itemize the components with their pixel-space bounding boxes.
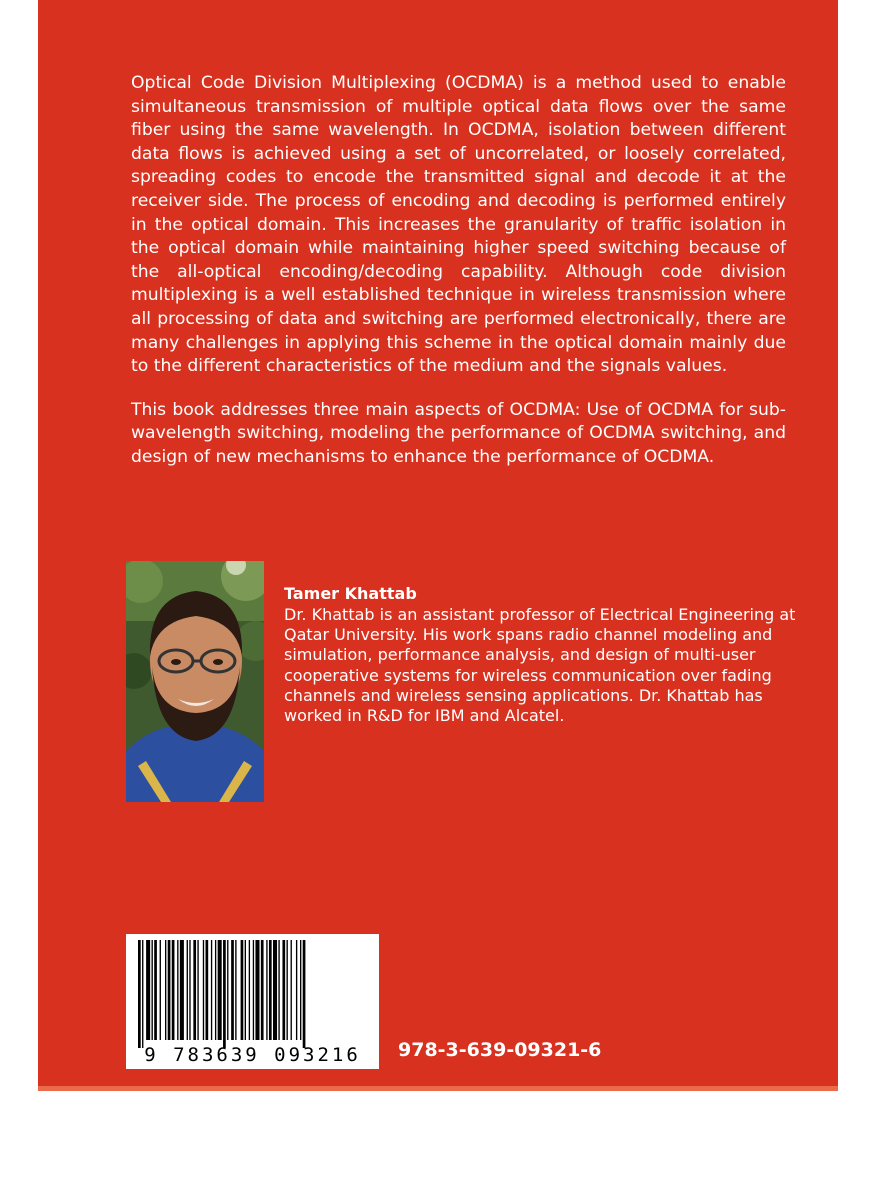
barcode-bar	[291, 940, 292, 1040]
barcode-bar	[154, 940, 157, 1040]
isbn-number: 978-3-639-09321-6	[398, 1039, 602, 1061]
barcode-bar	[261, 940, 264, 1040]
barcode-digits: 9 783639 093216	[144, 1044, 361, 1066]
barcode-bar	[223, 940, 226, 1048]
barcode-bar	[211, 940, 212, 1040]
barcode-bar	[300, 940, 301, 1040]
barcode-bar	[152, 940, 153, 1040]
barcode-bar	[235, 940, 236, 1040]
author-photo	[126, 561, 264, 802]
barcode-bar	[296, 940, 297, 1040]
barcode-bar	[231, 940, 234, 1040]
book-description	[131, 72, 786, 490]
description-paragraph-2: This book addresses three main aspects of OCDMA: Use of OCDMA for sub- wavelength switching, modeling the performance of OCDMA switching, and design of new mechanisms to enhance the performance of OCDMA.	[131, 399, 786, 467]
barcode-bar	[282, 940, 285, 1040]
barcode-bar	[273, 940, 277, 1040]
barcode-bar	[197, 940, 198, 1040]
description-paragraph-1: Optical Code Division Multiplexing (OCDMA) is a method used to enable simultaneous transmission of multiple optical data flows over the same fiber using the same wavelength. In OCDMA, isolation between different data flows is achieved using a set of uncorrelated, or loosely correlated, spreading codes to encode the transmitted signal and decode it at the receiver side. The process of encoding and decoding is performed entirely in the optical domain. This increases the granularity of traffic isolation in the optical domain while maintaining higher speed switching because of the all-optical encoding/decoding capability. Although code division multiplexing is a well established technique in wireless transmission where all processing of data and switching are performed electronically, there are many challenges in applying this scheme in the optical domain mainly due to the different characteristics of the medium and the signals values.	[131, 73, 786, 377]
barcode	[126, 934, 379, 1069]
barcode-bar	[266, 940, 267, 1040]
barcode-bar	[160, 940, 161, 1040]
barcode-bar	[287, 940, 288, 1040]
barcode-bar	[215, 940, 216, 1040]
barcode-bar	[227, 940, 228, 1040]
barcode-bar	[206, 940, 209, 1040]
barcode-bar	[189, 940, 190, 1040]
barcode-bar	[142, 940, 143, 1048]
barcode-bar	[303, 940, 306, 1048]
barcode-bar	[165, 940, 166, 1040]
barcode-bar	[146, 940, 150, 1040]
barcode-bar	[180, 940, 184, 1040]
barcode-bar	[193, 940, 196, 1040]
barcode-bar	[203, 940, 204, 1040]
barcode-bar	[245, 940, 246, 1040]
barcode-bar	[253, 940, 254, 1040]
barcode-bar	[218, 940, 222, 1040]
author-bio: Dr. Khattab is an assistant professor of Electrical Engineering at Qatar University. His work spans radio channel modeling and simulation, performance analysis, and design of multi-user cooperative systems for wireless communication over fading channels and wireless sensing applications. Dr. Khattab has worked in R&D for IBM and Alcatel.	[284, 605, 796, 726]
barcode-bar	[241, 940, 244, 1040]
barcode-bar	[138, 940, 141, 1048]
barcode-bar	[249, 940, 250, 1040]
barcode-bar	[269, 940, 272, 1040]
cover-bottom-edge	[38, 1086, 838, 1091]
author-section	[284, 583, 804, 726]
author-name: Tamer Khattab	[284, 584, 417, 603]
barcode-bars	[126, 940, 379, 1050]
barcode-bar	[177, 940, 178, 1040]
barcode-bar	[172, 940, 175, 1040]
barcode-bar	[168, 940, 171, 1040]
barcode-bar	[278, 940, 279, 1040]
barcode-bar	[187, 940, 188, 1040]
barcode-bar	[255, 940, 259, 1040]
